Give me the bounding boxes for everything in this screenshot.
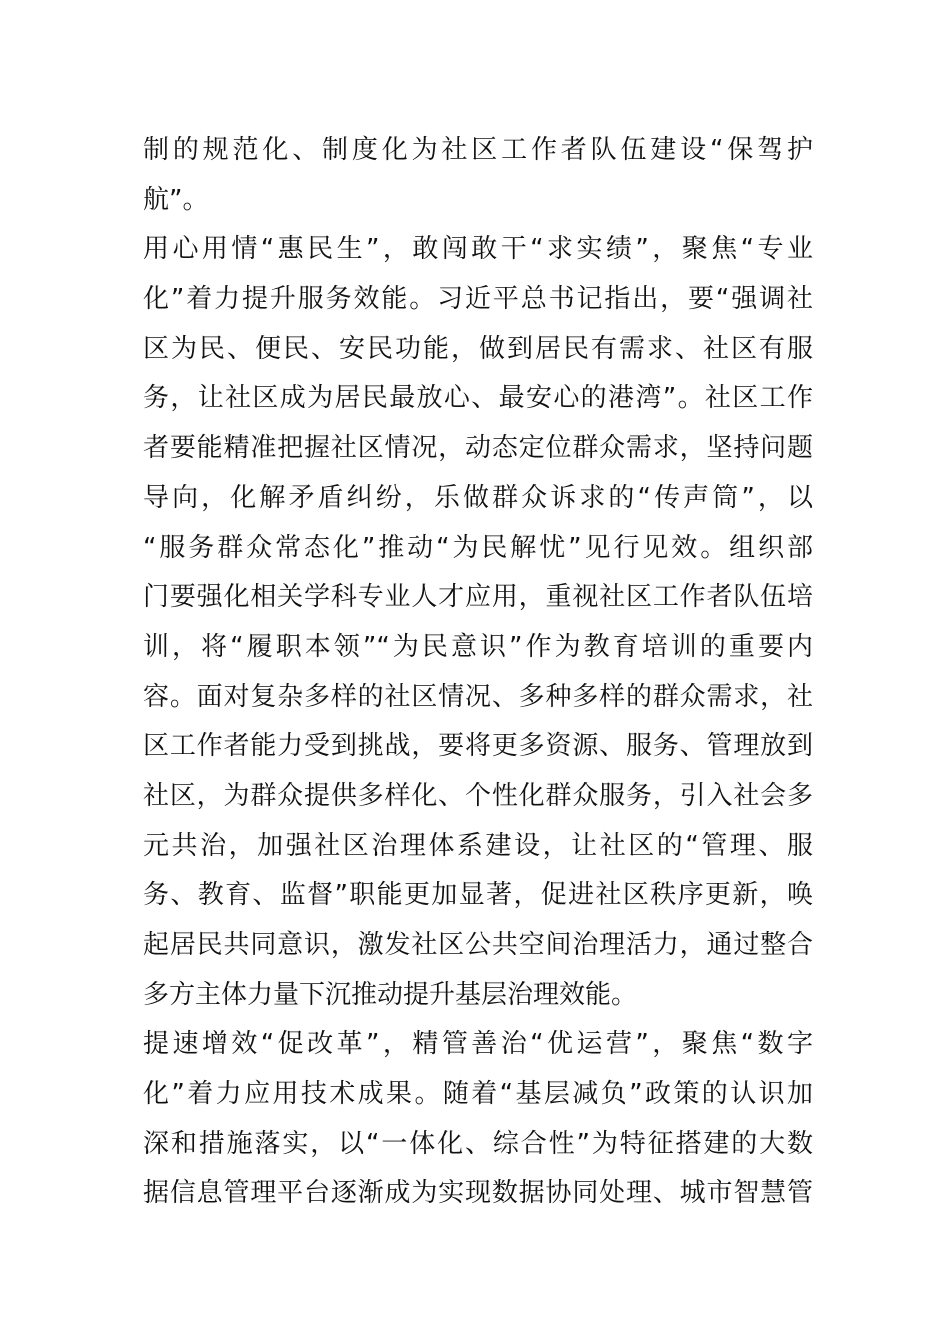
text-line: 制的规范化、制度化为社区工作者队伍建设“保驾护 [143,135,813,165]
text-line: 深和措施落实，以“一体化、综合性”为特征搭建的大数 [143,1128,813,1159]
text-line: 门要强化相关学科专业人才应用，重视社区工作者队伍培 [143,582,813,613]
text-line: 提速增效“促改革”，精管善治“优运营”，聚焦“数字 [143,1029,813,1060]
text-line: 区工作者能力受到挑战，要将更多资源、服务、管理放到 [143,731,813,762]
text-line: 据信息管理平台逐渐成为实现数据协同处理、城市智慧管 [143,1178,813,1209]
text-line: 训，将“履职本领”“为民意识”作为教育培训的重要内 [143,631,813,662]
text-line: 多方主体力量下沉推动提升基层治理效能。 [143,979,638,1010]
text-line: 化”着力提升服务效能。习近平总书记指出，要“强调社 [143,284,813,315]
text-line: 导向，化解矛盾纠纷，乐做群众诉求的“传声筒”，以 [143,482,813,513]
text-line: 航”。 [143,184,209,215]
text-line: 元共治，加强社区治理体系建设，让社区的“管理、服 [143,830,813,861]
text-line: 者要能精准把握社区情况，动态定位群众需求，坚持问题 [143,433,813,464]
text-line: 容。面对复杂多样的社区情况、多种多样的群众需求，社 [143,681,813,712]
text-line: 化”着力应用技术成果。随着“基层减负”政策的认识加 [143,1079,813,1110]
body-text [143,126,813,1219]
text-line: 用心用情“惠民生”，敢闯敢干“求实绩”，聚焦“专业 [143,234,813,265]
paragraph-digitalization [143,1020,813,1219]
text-line: 社区，为群众提供多样化、个性化群众服务，引入社会多 [143,780,813,811]
paragraph-professionalization [143,225,813,1020]
text-line: 区为民、便民、安民功能，做到居民有需求、社区有服 [143,333,813,364]
text-line: “服务群众常态化”推动“为民解忧”见行见效。组织部 [143,532,813,563]
text-line: 务，让社区成为居民最放心、最安心的港湾”。社区工作 [143,383,813,414]
text-line: 起居民共同意识，激发社区公共空间治理活力，通过整合 [143,930,813,960]
text-line: 务、教育、监督”职能更加显著，促进社区秩序更新，唤 [143,880,813,911]
paragraph-continuation [143,126,813,225]
